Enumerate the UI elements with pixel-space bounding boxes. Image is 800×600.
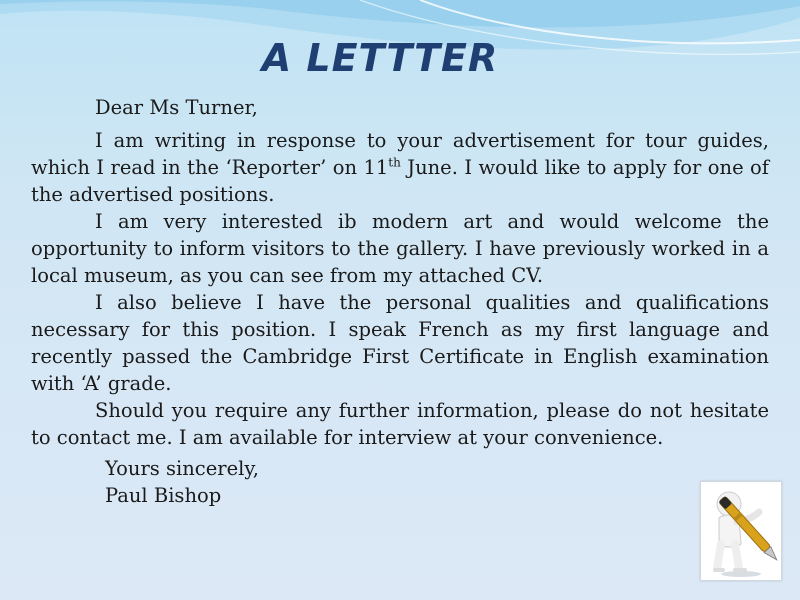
date-ordinal-suffix: th <box>388 155 401 170</box>
slide-title: A LETTTER <box>261 36 499 80</box>
paragraph-1-text-start: I am writing in response to your advertisement for tour guides, which I read in the ‘Reporter’ on 11 <box>31 129 769 179</box>
letter-paragraph-3: I also believe I have the personal qualities and qualifications necessary for this position. I speak French as my first language and recently passed the Cambridge First Certificate in English examination with ‘A’ grade. <box>31 291 769 395</box>
letter-paragraph-1 <box>31 127 769 208</box>
letter-body <box>31 94 769 509</box>
letter-signature: Paul Bishop <box>105 484 222 507</box>
person-writing-clipart <box>700 481 782 581</box>
letter-greeting: Dear Ms Turner, <box>95 96 258 119</box>
letter-paragraph-4: Should you require any further information, please do not hesitate to contact me. I am available for interview at your convenience. <box>31 399 769 449</box>
letter-paragraph-2: I am very interested ib modern art and would welcome the opportunity to inform visitors to the gallery. I have previously worked in a local museum, as you can see from my attached CV. <box>31 210 769 287</box>
paragraph-1-text-end: June. I would like to apply for one of the advertised positions. <box>31 156 769 206</box>
person-writing-with-pen-icon <box>701 482 781 580</box>
letter-closing: Yours sincerely, <box>105 457 259 480</box>
